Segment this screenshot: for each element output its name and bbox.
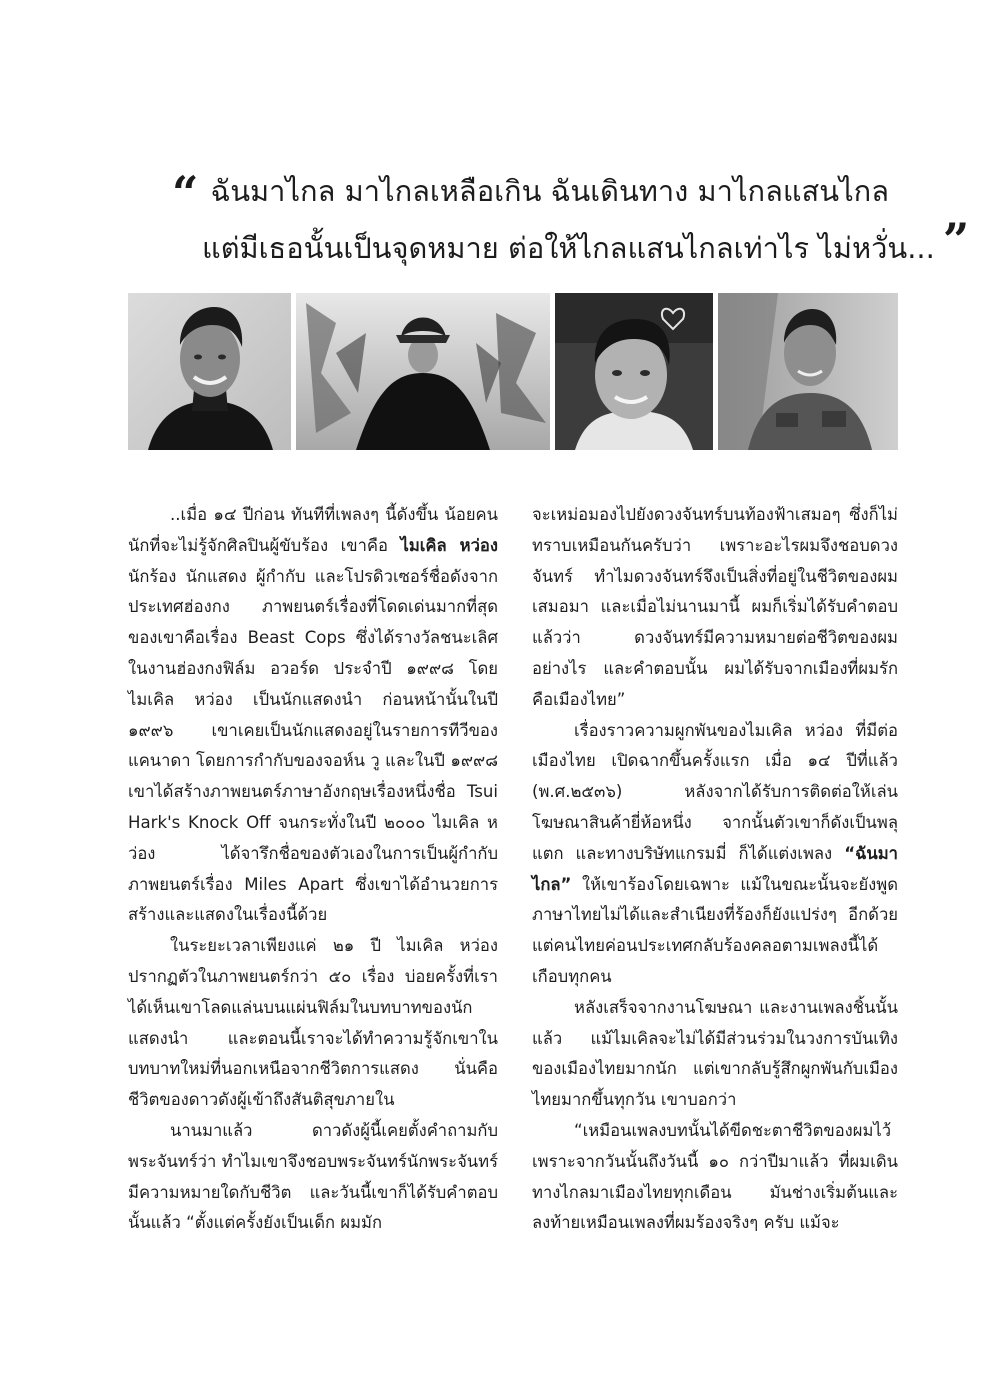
artist-name: ไมเคิล หว่อง [400,535,499,555]
left-paragraph-2: ในระยะเวลาเพียงแค่ ๒๑ ปี ไมเคิล หว่อง ปรากฏตัวในภาพยนตร์กว่า ๕๐ เรื่อง บ่อยครั้งที่เราได้เห็นเขาโลดแล่นบนแผ่นฟิล์มในบทบาทของนักแสดงนำ และตอนนี้เราจะได้ทำความรู้จักเขาในบทบาทใหม่ที่นอกเหนือจากชีวิตการแสดง นั่นคือชีวิตของดาวดังผู้เข้าถึงสันติสุขภายใน [128,936,498,1110]
pull-quote [172,166,970,272]
left-paragraph-1 [128,500,498,931]
right-paragraph-3: หลังเสร็จจากงานโฆษณา และงานเพลงชิ้นนั้นแล้ว แม้ไมเคิลจะไม่ได้มีส่วนร่วมในวงการบันเทิงของเมืองไทยมากนัก แต่เขากลับรู้สึกผูกพันกับเมืองไทยมากขึ้นทุกวัน เขาบอกว่า [532,997,898,1110]
photo-pilot-portrait [718,293,898,450]
left-column [128,500,498,1239]
right-paragraph-1: จะเหม่อมองไปยังดวงจันทร์บนท้องฟ้าเสมอๆ ซึ่งก็ไม่ทราบเหมือนกันครับว่า เพราะอะไรผมจึงชอบดวงจันทร์ ทำไมดวงจันทร์จึงเป็นสิ่งที่อยู่ในชีวิตของผมเสมอมา และเมื่อไม่นานมานี้ ผมก็เริ่มได้รับคำตอบแล้วว่า ดวงจันทร์มีความหมายต่อชีวิตของผมอย่างไร และคำตอบนั้น ผมได้รับจากเมืองที่ผมรัก คือเมืองไทย” [532,505,898,709]
right-paragraph-4: “เหมือนเพลงบทนั้นได้ขีดชะตาชีวิตของผมไว้ เพราะจากวันนั้นถึงวันนี้ ๑๐ กว่าปีมาแล้ว ที่ผมเดินทางไกลมาเมืองไทยทุกเดือน มันช่างเริ่มต้นและลงท้ายเหมือนเพลงที่ผมร้องจริงๆ ครับ แม้จะ [532,1120,898,1233]
photo-film-still-costume [296,293,550,450]
right-column [532,500,898,1239]
film-still-image [296,293,550,450]
close-quote-mark: ” [942,213,970,267]
quote-text-1: ฉันมาไกล มาไกลเหลือเกิน ฉันเดินทาง มาไกลแสนไกล [210,174,889,208]
quote-line-2 [172,213,970,272]
photo-portrait-smiling-man [128,293,291,450]
open-quote-mark: “ [172,166,199,220]
left-p1-text-b: นักร้อง นักแสดง ผู้กำกับ และโปรดิวเซอร์ชื่อดังจากประเทศฮ่องกง ภาพยนตร์เรื่องที่โดดเด่นมากที่สุดของเขาคือเรื่อง Beast Cops ซึ่งได้รางวัลชนะเลิศในงานฮ่องกงฟิล์ม อวอร์ด ประจำปี ๑๙๙๘ โดย ไมเคิล หว่อง เป็นนักแสดงนำ ก่อนหน้านั้นในปี ๑๙๙๖ เขาเคยเป็นนักแสดงอยู่ในรายการทีวีของแคนาดา โดยการกำกับของจอห์น วู และในปี ๑๙๙๘ เขาได้สร้างภาพยนตร์ภาษาอังกฤษเรื่องหนึ่งชื่อ Tsui Hark's Knock Off จนกระทั่งในปี ๒๐๐๐ ไมเคิล หว่อง ได้จารึกชื่อของตัวเองในการเป็นผู้กำกับภาพยนตร์เรื่อง Miles Apart ซึ่งเขาได้อำนวยการสร้างและแสดงในเรื่องนี้ด้วย [128,566,498,925]
young-man-image [555,293,713,450]
quote-text-2: แต่มีเธอนั้นเป็นจุดหมาย ต่อให้ไกลแสนไกลเท่าไร ไม่หวั่น... [202,231,935,265]
portrait-image [128,293,291,450]
right-p2-text-a: เรื่องราวความผูกพันของไมเคิล หว่อง ที่มีต่อเมืองไทย เปิดฉากขึ้นครั้งแรก เมื่อ ๑๔ ปีที่แล้ว (พ.ศ.๒๕๓๖) หลังจากได้รับการติดต่อให้เล่นโฆษณาสินค้ายี่ห้อหนึ่ง จากนั้นตัวเขาก็ดังเป็นพลุแตก และทางบริษัทแกรมมี่ ก็ได้แต่งเพลง [532,720,898,863]
quote-line-1 [172,166,889,220]
right-p2-text-b: ให้เขาร้องโดยเฉพาะ แม้ในขณะนั้นจะยังพูดภาษาไทยไม่ได้และสำเนียงที่ร้องก็ยังแปร่งๆ อีกด้วย แต่คนไทยค่อนประเทศกลับร้องคลอตามเพลงนี้ได้เกือบทุกคน [532,874,898,986]
right-paragraph-2 [532,716,898,993]
pilot-image [718,293,898,450]
song-title: “ฉันมาไกล” [532,843,898,894]
left-p1-text-a: ..เมื่อ ๑๔ ปีก่อน ทันทีที่เพลงๆ นี้ดังขึ้น น้อยคนนักที่จะไม่รู้จักศิลปินผู้ขับร้อง เขาคือ [128,505,498,555]
photo-strip [128,293,898,450]
left-paragraph-3: นานมาแล้ว ดาวดังผู้นี้เคยตั้งคำถามกับพระจันทร์ว่า ทำไมเขาจึงชอบพระจันทร์นักพระจันทร์มีความหมายใดกับชีวิต และวันนี้เขาก็ได้รับคำตอบนั้นแล้ว “ตั้งแต่ครั้งยังเป็นเด็ก ผมมัก [128,1120,498,1233]
photo-young-man-portrait [555,293,713,450]
